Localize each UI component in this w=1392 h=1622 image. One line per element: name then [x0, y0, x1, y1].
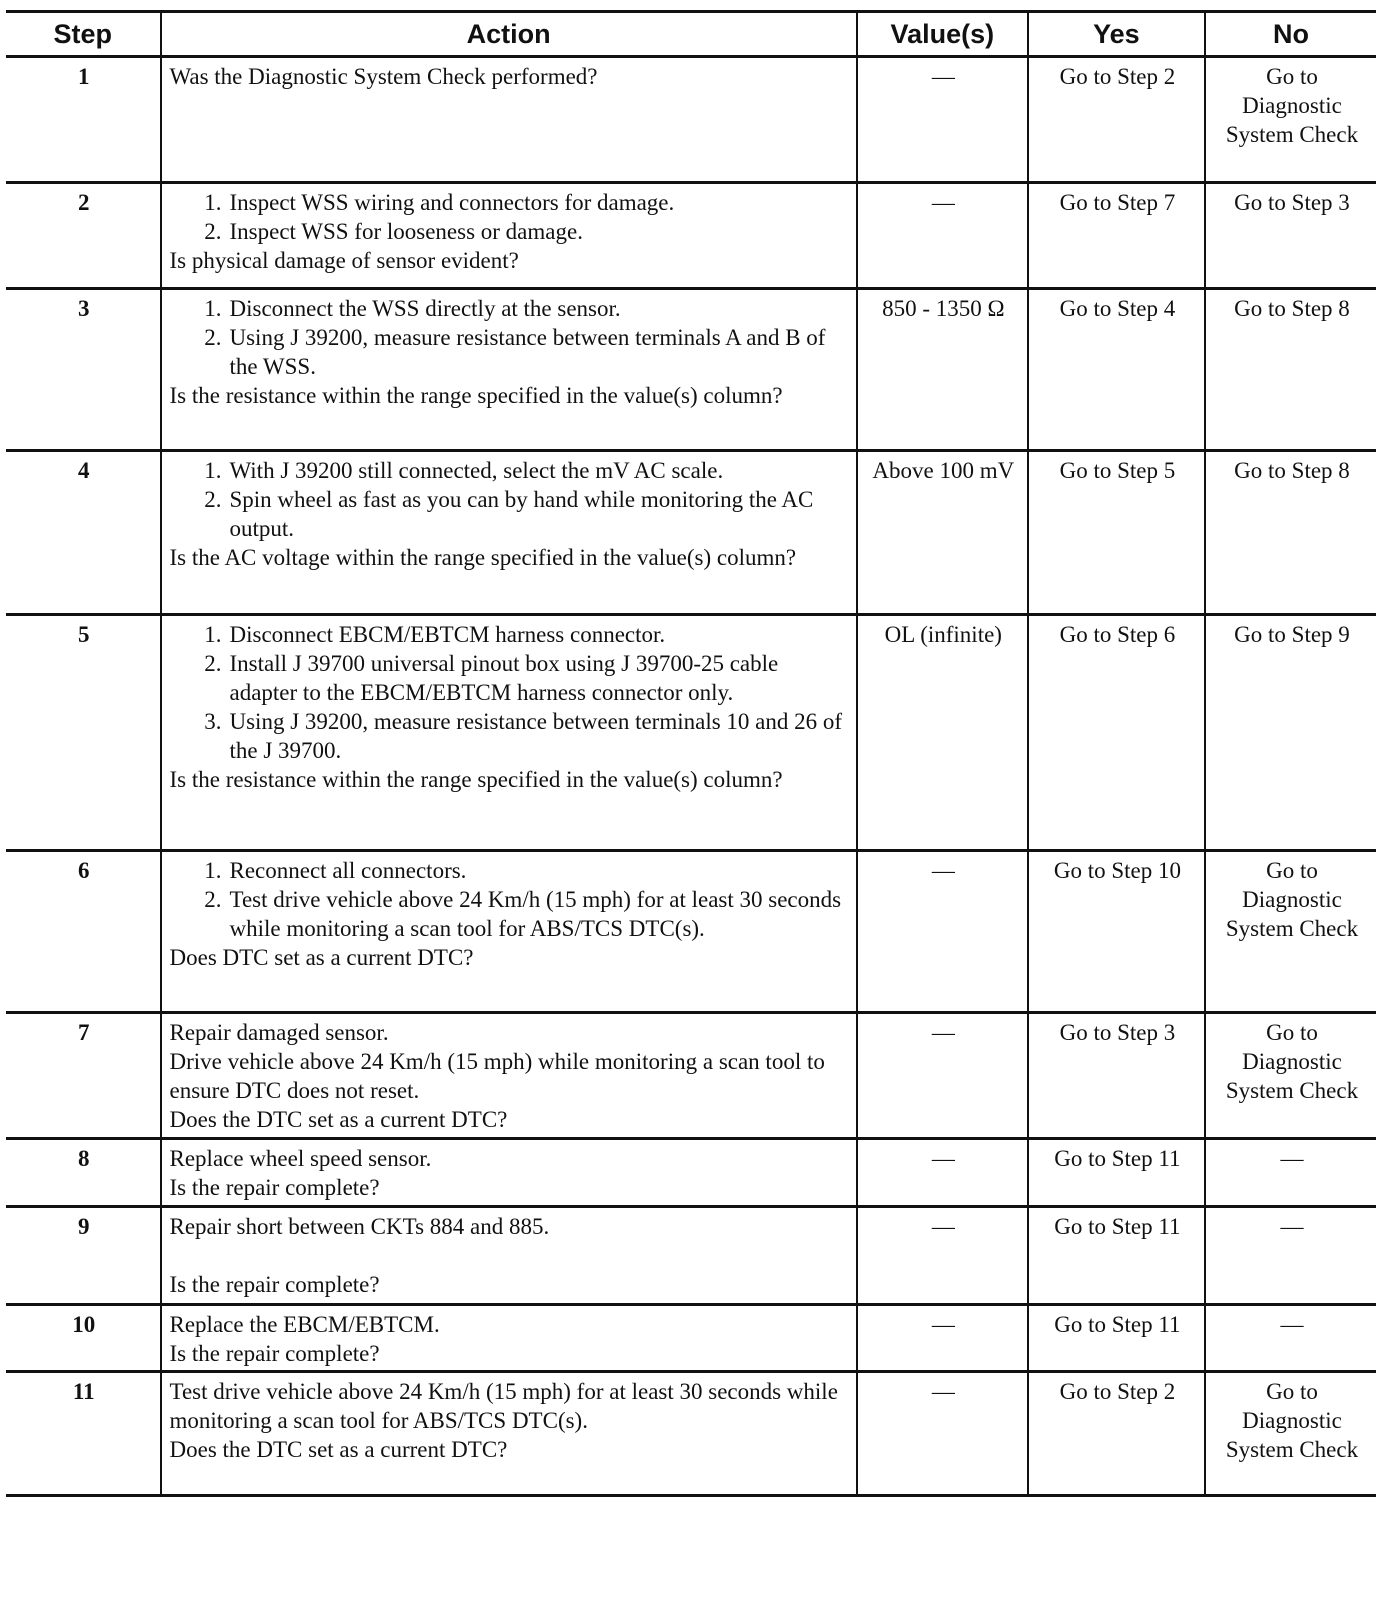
- action-step-text: Inspect WSS for looseness or damage.: [229, 219, 583, 244]
- action-step-text: Reconnect all connectors.: [229, 858, 467, 883]
- value-cell: —: [857, 57, 1028, 183]
- action-step-number: 2.: [204, 487, 222, 512]
- no-cell: Go to Step 3: [1205, 183, 1376, 289]
- value-cell: —: [857, 851, 1028, 1013]
- no-cell: —: [1205, 1207, 1376, 1305]
- diagnostic-table: [6, 10, 1376, 1497]
- action-text: Is the repair complete?: [169, 1341, 380, 1366]
- action-cell: [161, 1139, 857, 1207]
- no-cell: Go to Step 9: [1205, 615, 1376, 851]
- yes-cell: Go to Step 10: [1028, 851, 1205, 1013]
- yes-cell: Go to Step 4: [1028, 289, 1205, 451]
- action-question: Is the resistance within the range specified in the value(s) column?: [169, 767, 783, 792]
- step-cell: 4: [6, 451, 161, 615]
- table-row: [6, 1305, 1376, 1372]
- action-step: [170, 856, 850, 885]
- action-text: [170, 1241, 850, 1270]
- action-cell: [161, 615, 857, 851]
- action-cell: [161, 851, 857, 1013]
- yes-cell: Go to Step 3: [1028, 1013, 1205, 1139]
- yes-cell: Go to Step 6: [1028, 615, 1205, 851]
- action-step-text: Using J 39200, measure resistance between terminals A and B of the WSS.: [229, 325, 826, 379]
- table-row: [6, 1139, 1376, 1207]
- action-text: Was the Diagnostic System Check performed?: [169, 64, 598, 89]
- value-cell: —: [857, 1305, 1028, 1372]
- action-text: Test drive vehicle above 24 Km/h (15 mph) for at least 30 seconds while monitoring a scan tool for ABS/TCS DTC(s).: [169, 1379, 838, 1433]
- action-step-text: Install J 39700 universal pinout box using J 39700-25 cable adapter to the EBCM/EBTCM harness connector only.: [229, 651, 779, 705]
- action-steps: [170, 620, 850, 765]
- action-step-number: 2.: [204, 219, 222, 244]
- value-cell: OL (infinite): [857, 615, 1028, 851]
- step-cell: 7: [6, 1013, 161, 1139]
- action-question: Is physical damage of sensor evident?: [169, 248, 519, 273]
- no-cell: Go to Diagnostic System Check: [1205, 1372, 1376, 1496]
- action-step-number: 2.: [204, 651, 222, 676]
- action-question: Is the AC voltage within the range specified in the value(s) column?: [169, 545, 797, 570]
- header-no: No: [1205, 12, 1376, 57]
- action-steps: [170, 456, 850, 543]
- no-cell: —: [1205, 1139, 1376, 1207]
- action-step-text: Disconnect EBCM/EBTCM harness connector.: [229, 622, 666, 647]
- header-values: Value(s): [857, 12, 1028, 57]
- action-step-number: 3.: [204, 709, 222, 734]
- action-step: [170, 485, 850, 543]
- header-action: Action: [161, 12, 857, 57]
- action-cell: [161, 1372, 857, 1496]
- action-step-number: 2.: [204, 325, 222, 350]
- yes-cell: Go to Step 2: [1028, 1372, 1205, 1496]
- action-text: Replace wheel speed sensor.: [169, 1146, 432, 1171]
- step-cell: 8: [6, 1139, 161, 1207]
- step-cell: 3: [6, 289, 161, 451]
- table-row: [6, 451, 1376, 615]
- action-step-text: Test drive vehicle above 24 Km/h (15 mph) for at least 30 seconds while monitoring a scan tool for ABS/TCS DTC(s).: [229, 887, 842, 941]
- table-row: [6, 289, 1376, 451]
- action-step-text: Inspect WSS wiring and connectors for damage.: [229, 190, 675, 215]
- action-step: [170, 323, 850, 381]
- action-text: Does the DTC set as a current DTC?: [169, 1107, 508, 1132]
- action-question: Does DTC set as a current DTC?: [169, 945, 474, 970]
- step-cell: 5: [6, 615, 161, 851]
- yes-cell: Go to Step 7: [1028, 183, 1205, 289]
- action-step-number: 1.: [204, 622, 222, 647]
- no-cell: Go to Diagnostic System Check: [1205, 851, 1376, 1013]
- yes-cell: Go to Step 11: [1028, 1305, 1205, 1372]
- action-cell: [161, 1305, 857, 1372]
- action-step-number: 1.: [204, 858, 222, 883]
- step-cell: 10: [6, 1305, 161, 1372]
- action-step-text: Spin wheel as fast as you can by hand while monitoring the AC output.: [229, 487, 814, 541]
- table-row: [6, 851, 1376, 1013]
- header-step: Step: [6, 12, 161, 57]
- no-cell: —: [1205, 1305, 1376, 1372]
- action-step: [170, 707, 850, 765]
- action-cell: [161, 289, 857, 451]
- table-row: [6, 1372, 1376, 1496]
- action-text: Is the repair complete?: [169, 1272, 380, 1297]
- no-cell: Go to Diagnostic System Check: [1205, 1013, 1376, 1139]
- no-cell: Go to Step 8: [1205, 451, 1376, 615]
- diagnostic-table-sheet: [6, 10, 1376, 1497]
- action-steps: [170, 856, 850, 943]
- action-text: Repair short between CKTs 884 and 885.: [169, 1214, 550, 1239]
- value-cell: —: [857, 1207, 1028, 1305]
- action-cell: [161, 183, 857, 289]
- no-cell: Go to Diagnostic System Check: [1205, 57, 1376, 183]
- table-row: [6, 183, 1376, 289]
- action-steps: [170, 188, 850, 246]
- table-body: [6, 57, 1376, 1496]
- action-step: [170, 294, 850, 323]
- value-cell: —: [857, 183, 1028, 289]
- action-step: [170, 885, 850, 943]
- action-step-number: 1.: [204, 190, 222, 215]
- value-cell: —: [857, 1372, 1028, 1496]
- action-text: Replace the EBCM/EBTCM.: [169, 1312, 440, 1337]
- no-cell: Go to Step 8: [1205, 289, 1376, 451]
- value-cell: —: [857, 1139, 1028, 1207]
- step-cell: 9: [6, 1207, 161, 1305]
- table-row: [6, 1207, 1376, 1305]
- yes-cell: Go to Step 11: [1028, 1207, 1205, 1305]
- action-step-text: Disconnect the WSS directly at the sensor.: [229, 296, 621, 321]
- action-step: [170, 620, 850, 649]
- action-step-text: With J 39200 still connected, select the mV AC scale.: [229, 458, 724, 483]
- action-steps: [170, 294, 850, 381]
- yes-cell: Go to Step 5: [1028, 451, 1205, 615]
- action-text: Repair damaged sensor.: [169, 1020, 389, 1045]
- yes-cell: Go to Step 2: [1028, 57, 1205, 183]
- action-step-number: 1.: [204, 458, 222, 483]
- step-cell: 6: [6, 851, 161, 1013]
- table-row: [6, 615, 1376, 851]
- action-step: [170, 649, 850, 707]
- action-step-text: Using J 39200, measure resistance between terminals 10 and 26 of the J 39700.: [229, 709, 843, 763]
- action-text: Does the DTC set as a current DTC?: [169, 1437, 508, 1462]
- action-cell: [161, 1013, 857, 1139]
- action-step-number: 2.: [204, 887, 222, 912]
- value-cell: Above 100 mV: [857, 451, 1028, 615]
- action-text: Drive vehicle above 24 Km/h (15 mph) while monitoring a scan tool to ensure DTC does not reset.: [169, 1049, 825, 1103]
- step-cell: 11: [6, 1372, 161, 1496]
- action-step: [170, 188, 850, 217]
- header-yes: Yes: [1028, 12, 1205, 57]
- header-row: [6, 12, 1376, 57]
- yes-cell: Go to Step 11: [1028, 1139, 1205, 1207]
- table-row: [6, 1013, 1376, 1139]
- action-cell: [161, 451, 857, 615]
- action-cell: [161, 1207, 857, 1305]
- action-cell: [161, 57, 857, 183]
- action-question: Is the resistance within the range specified in the value(s) column?: [169, 383, 783, 408]
- step-cell: 2: [6, 183, 161, 289]
- value-cell: 850 - 1350 Ω: [857, 289, 1028, 451]
- action-step-number: 1.: [204, 296, 222, 321]
- action-step: [170, 456, 850, 485]
- action-step: [170, 217, 850, 246]
- table-row: [6, 57, 1376, 183]
- action-text: Is the repair complete?: [169, 1175, 380, 1200]
- step-cell: 1: [6, 57, 161, 183]
- value-cell: —: [857, 1013, 1028, 1139]
